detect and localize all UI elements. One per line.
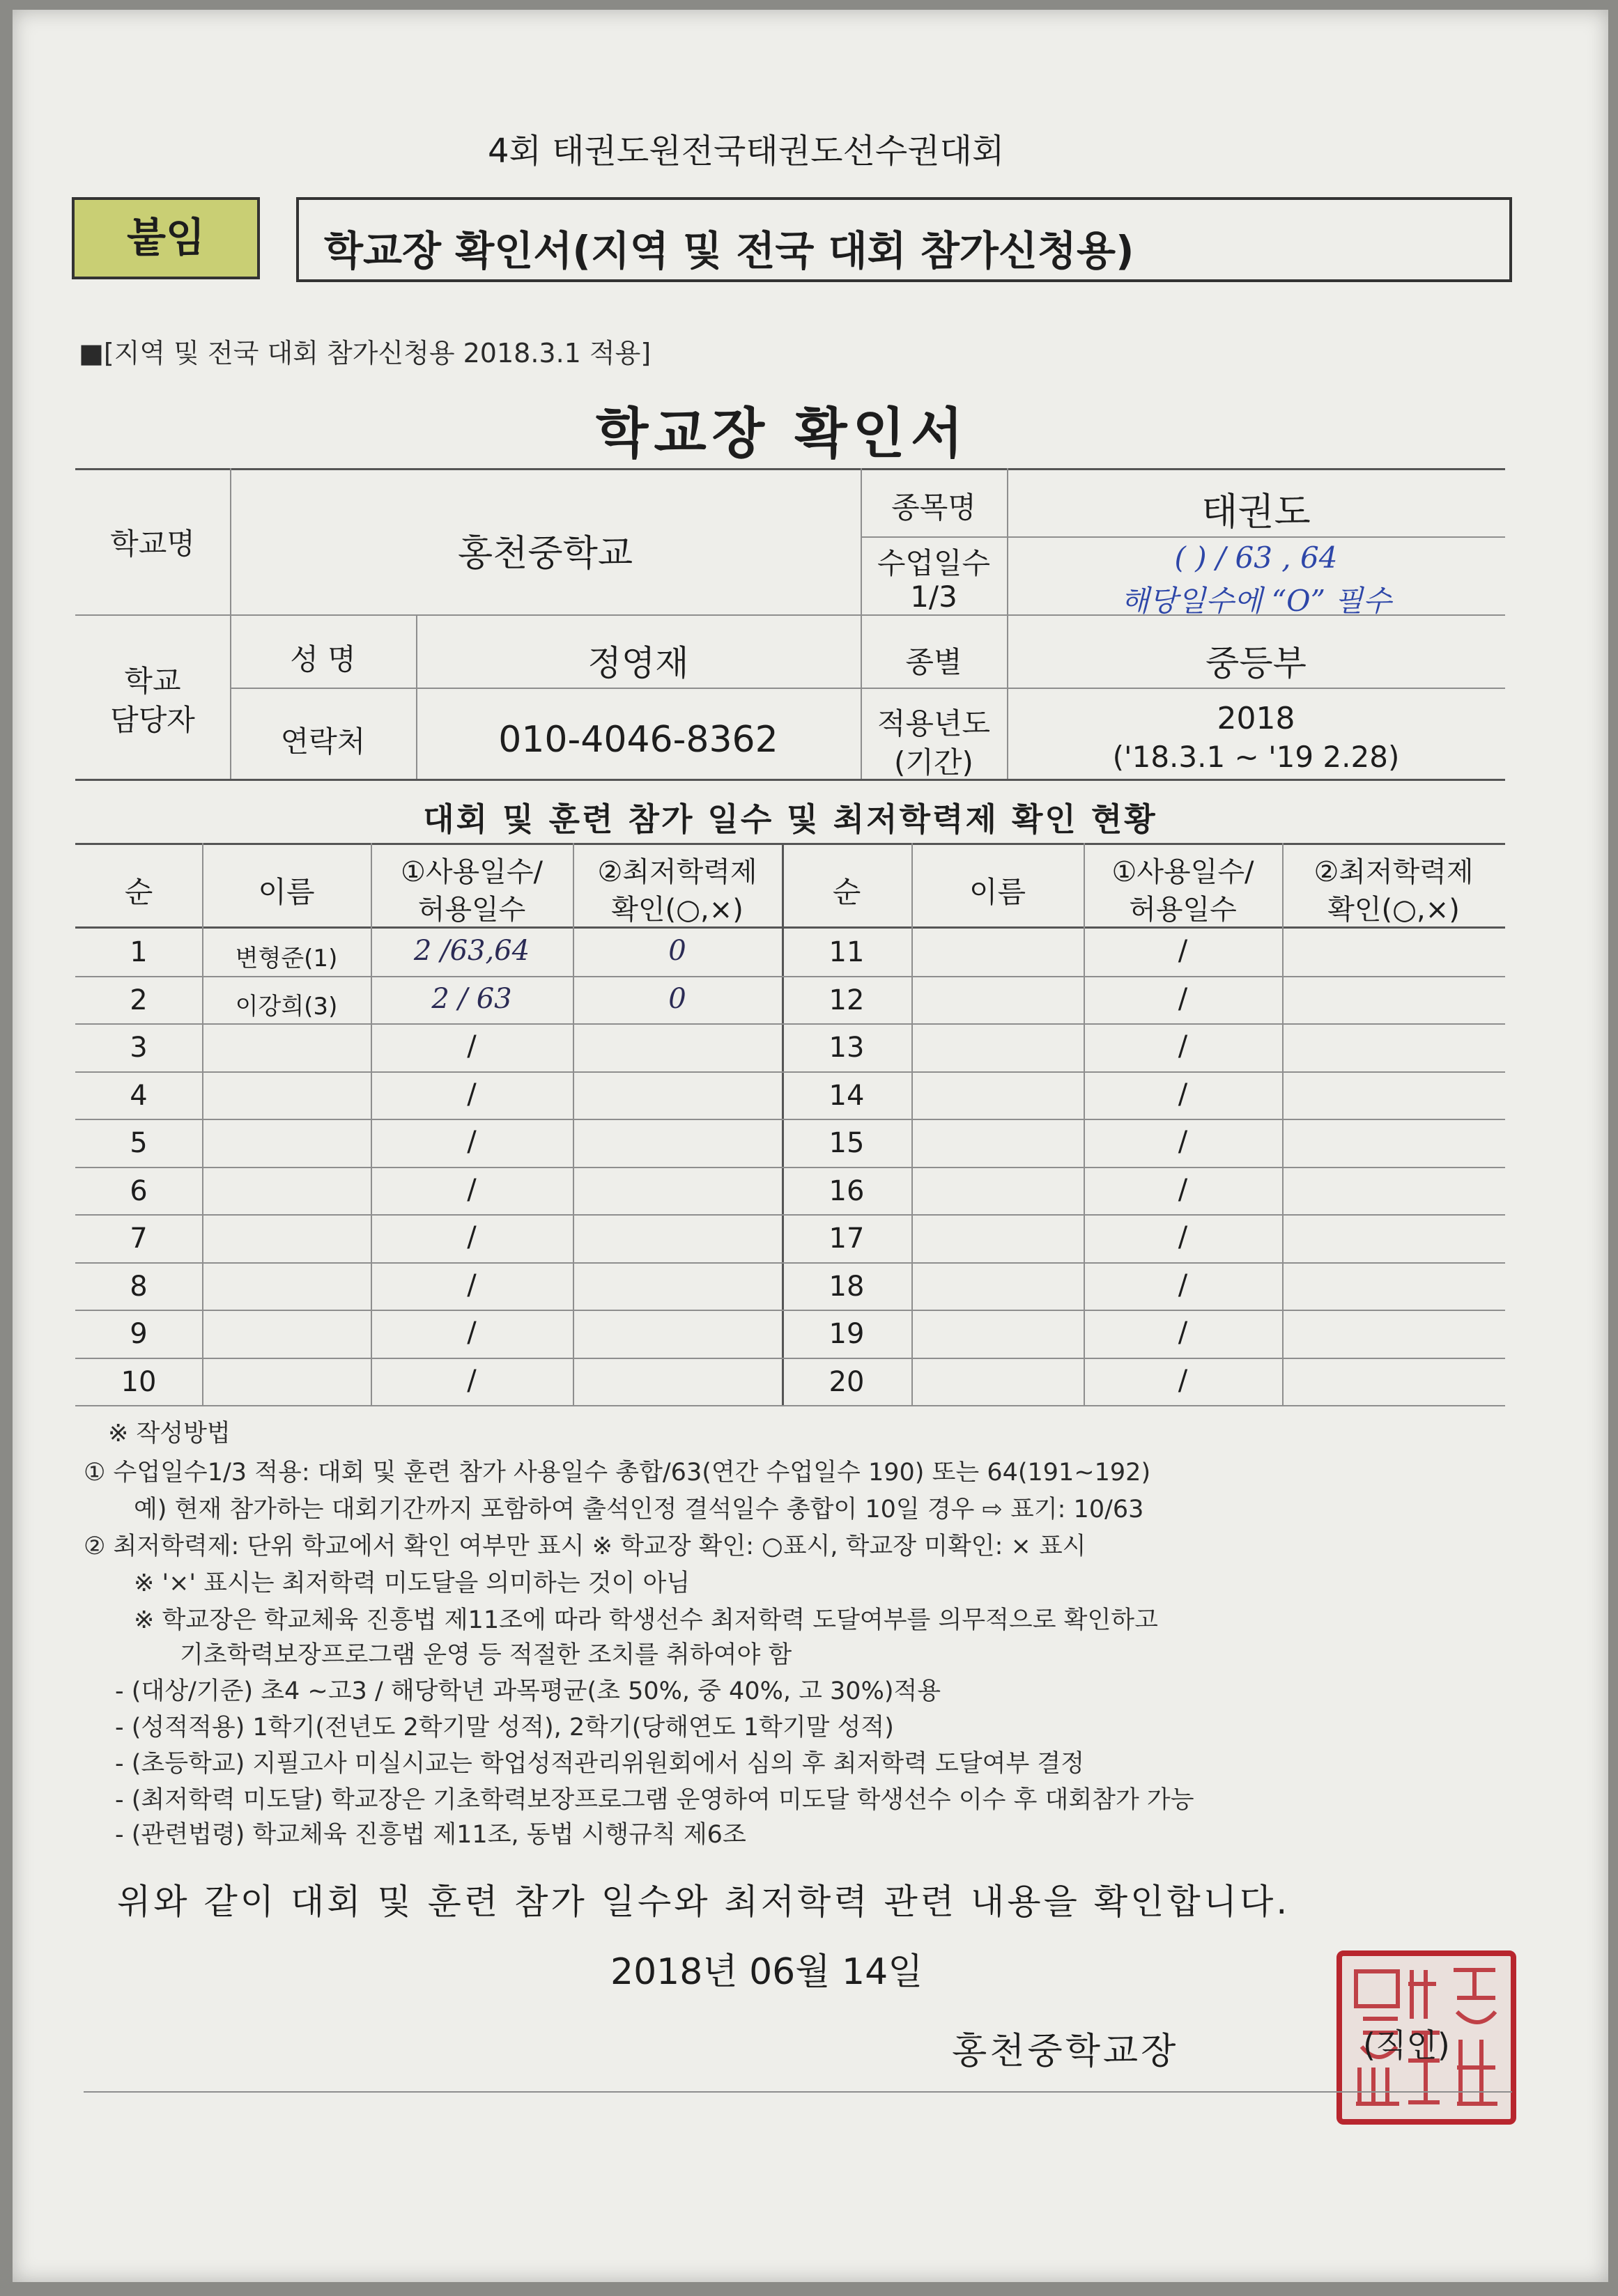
days-label: 수업일수 xyxy=(877,546,991,580)
row-number: 2 xyxy=(130,984,148,1016)
info-rule xyxy=(230,688,1505,689)
row-rule xyxy=(75,1023,1505,1025)
row-days: / xyxy=(1178,1221,1188,1253)
table-col-rule xyxy=(202,843,203,1405)
attach-label: 붙임 xyxy=(126,214,206,261)
row-days: / xyxy=(467,1364,477,1397)
row-number: 18 xyxy=(829,1270,865,1303)
row-days: 2 /63,64 xyxy=(413,935,530,967)
issue-date: 2018년 06월 14일 xyxy=(610,1951,923,1993)
row-check: 0 xyxy=(668,935,686,967)
school-value: 홍천중학교 xyxy=(457,533,633,575)
note-1: ① 수업일수1/3 적용: 대회 및 훈련 참가 사용일수 총합/63(연간 수업일수 190) 또는 64(191~192) xyxy=(84,1459,1151,1487)
row-number: 8 xyxy=(130,1270,148,1303)
detail-2: - (성적적용) 1학기(전년도 2학기말 성적), 2학기(당해연도 1학기말 성적) xyxy=(115,1714,894,1742)
row-number: 11 xyxy=(829,936,865,968)
year-period-value: ('18.3.1 ~ '19 2.28) xyxy=(1112,740,1400,774)
row-days: / xyxy=(1178,1078,1188,1110)
notes-heading: ※ 작성방법 xyxy=(108,1420,231,1448)
table-col-rule xyxy=(911,843,913,1405)
row-number: 17 xyxy=(829,1223,865,1255)
header-days: ①사용일수/ xyxy=(1111,856,1254,888)
year-label: 적용년도 xyxy=(877,706,991,740)
table-col-rule xyxy=(1282,843,1284,1405)
row-number: 3 xyxy=(130,1032,148,1064)
table-col-rule xyxy=(573,843,574,1405)
school-label: 학교명 xyxy=(110,527,195,561)
row-rule xyxy=(75,1119,1505,1120)
sport-label: 종목명 xyxy=(891,490,976,525)
row-days: / xyxy=(1178,1173,1188,1206)
row-number: 1 xyxy=(130,936,148,968)
info-bottom-rule xyxy=(75,779,1505,781)
row-days: / xyxy=(467,1173,477,1206)
row-days: / xyxy=(467,1126,477,1158)
header-no: 순 xyxy=(832,875,861,909)
row-days: / xyxy=(467,1317,477,1349)
table-top-rule xyxy=(75,843,1505,845)
row-number: 6 xyxy=(130,1174,148,1207)
row-number: 19 xyxy=(829,1318,865,1350)
info-top-rule xyxy=(75,468,1505,470)
row-name: 이강희(3) xyxy=(235,992,338,1021)
seal-text: (직인) xyxy=(1363,2026,1450,2064)
note-2-a: ※ '×' 표시는 최저학력 미도달을 의미하는 것이 아님 xyxy=(134,1569,691,1597)
row-days: / xyxy=(1178,935,1188,967)
detail-1: - (대상/기준) 초4 ~고3 / 해당학년 과목평균(초 50%, 중 40%, 고 30%)적용 xyxy=(115,1677,941,1705)
row-rule xyxy=(75,1310,1505,1311)
row-check: 0 xyxy=(668,982,686,1015)
row-number: 5 xyxy=(130,1127,148,1159)
note-2: ② 최저학력제: 단위 학교에서 확인 여부만 표시 ※ 학교장 확인: ○표시, 학교장 미확인: × 표시 xyxy=(84,1533,1086,1560)
staff-label: 학교 xyxy=(124,664,181,698)
name-label: 성 명 xyxy=(290,642,356,676)
detail-3: - (초등학교) 지필고사 미실시교는 학업성적관리위원회에서 심의 후 최저학력 도달여부 결정 xyxy=(115,1750,1085,1778)
days-value: ( ) / 63 , 64 xyxy=(1174,541,1338,575)
row-days: / xyxy=(1178,1364,1188,1397)
confirm-statement: 위와 같이 대회 및 훈련 참가 일수와 최저학력 관련 내용을 확인합니다. xyxy=(117,1882,1290,1922)
row-days: 2 / 63 xyxy=(431,982,512,1015)
row-rule xyxy=(75,1358,1505,1359)
header-name: 이름 xyxy=(969,875,1026,909)
note-1-example: 예) 현재 참가하는 대회기간까지 포함하여 출석인정 결석일수 총합이 10일 경우 ⇨ 표기: 10/63 xyxy=(134,1496,1144,1523)
table-title: 대회 및 훈련 참가 일수 및 최저학력제 확인 현황 xyxy=(423,800,1157,838)
row-number: 10 xyxy=(121,1365,157,1398)
info-rule xyxy=(861,536,1505,538)
row-days: / xyxy=(467,1269,477,1301)
row-days: / xyxy=(467,1078,477,1110)
header-days-allowed: 허용일수 xyxy=(417,894,526,926)
notice-line: ■[지역 및 전국 대회 참가신청용 2018.3.1 적용] xyxy=(79,338,652,369)
row-days: / xyxy=(1178,982,1188,1015)
form-title-box xyxy=(296,197,1512,282)
row-rule xyxy=(75,1214,1505,1216)
row-number: 20 xyxy=(829,1365,865,1398)
row-rule xyxy=(75,1167,1505,1168)
row-rule xyxy=(75,1262,1505,1264)
row-number: 15 xyxy=(829,1127,865,1159)
detail-5: - (관련법령) 학교체육 진흥법 제11조, 동법 시행규칙 제6조 xyxy=(115,1821,746,1849)
row-rule xyxy=(75,976,1505,977)
name-value: 정영재 xyxy=(587,643,689,683)
contact-label: 연락처 xyxy=(280,724,366,759)
row-days: / xyxy=(1178,1317,1188,1349)
row-rule xyxy=(75,1405,1505,1406)
division-label: 종별 xyxy=(905,645,962,679)
year-period-label: (기간) xyxy=(894,745,973,779)
event-title: 4회 태권도원전국태권도선수권대회 xyxy=(488,132,1005,171)
header-no: 순 xyxy=(124,875,153,909)
header-check: ②최저학력제 xyxy=(1313,856,1474,888)
row-days: / xyxy=(467,1221,477,1253)
row-days: / xyxy=(1178,1126,1188,1158)
school-seal xyxy=(1336,1950,1516,2125)
header-name: 이름 xyxy=(258,875,315,909)
days-note: 해당일수에 “O” 필수 xyxy=(1120,584,1392,618)
footer-rule xyxy=(84,2091,1512,2093)
row-number: 12 xyxy=(829,984,865,1016)
note-2-c: 기초학력보장프로그램 운영 등 적절한 조치를 취하여야 함 xyxy=(180,1641,792,1669)
row-number: 9 xyxy=(130,1318,148,1350)
form-title: 학교장 확인서(지역 및 전국 대회 참가신청용) xyxy=(324,227,1134,274)
staff-label-2: 담당자 xyxy=(110,703,195,737)
header-check-mark: 확인(○,×) xyxy=(611,894,743,926)
row-days: / xyxy=(1178,1030,1188,1062)
days-ratio-label: 1/3 xyxy=(910,580,957,614)
row-rule xyxy=(75,1071,1505,1073)
row-number: 13 xyxy=(829,1032,865,1064)
row-number: 7 xyxy=(130,1223,148,1255)
header-check-mark: 확인(○,×) xyxy=(1327,894,1460,926)
row-days: / xyxy=(467,1030,477,1062)
row-name: 변형준(1) xyxy=(235,945,338,972)
header-check: ②최저학력제 xyxy=(597,856,757,888)
year-value: 2018 xyxy=(1217,701,1295,736)
row-days: / xyxy=(1178,1269,1188,1301)
detail-4: - (최저학력 미도달) 학교장은 기초학력보장프로그램 운영하여 미도달 학생선수 이수 후 대회참가 가능 xyxy=(115,1786,1194,1814)
sport-value: 태권도 xyxy=(1201,490,1311,534)
row-number: 16 xyxy=(829,1174,865,1207)
division-value: 중등부 xyxy=(1205,643,1307,683)
attach-badge xyxy=(72,197,260,279)
row-number: 14 xyxy=(829,1079,865,1112)
principal-signer: 홍천중학교장 xyxy=(952,2031,1179,2072)
header-days-allowed: 허용일수 xyxy=(1129,894,1237,926)
row-number: 4 xyxy=(130,1079,148,1112)
header-days: ①사용일수/ xyxy=(401,856,543,888)
contact-value: 010-4046-8362 xyxy=(498,719,778,761)
note-2-b: ※ 학교장은 학교체육 진흥법 제11조에 따라 학생선수 최저학력 도달여부를 의무적으로 확인하고 xyxy=(134,1606,1158,1634)
main-title: 학교장 확인서 xyxy=(596,403,969,465)
